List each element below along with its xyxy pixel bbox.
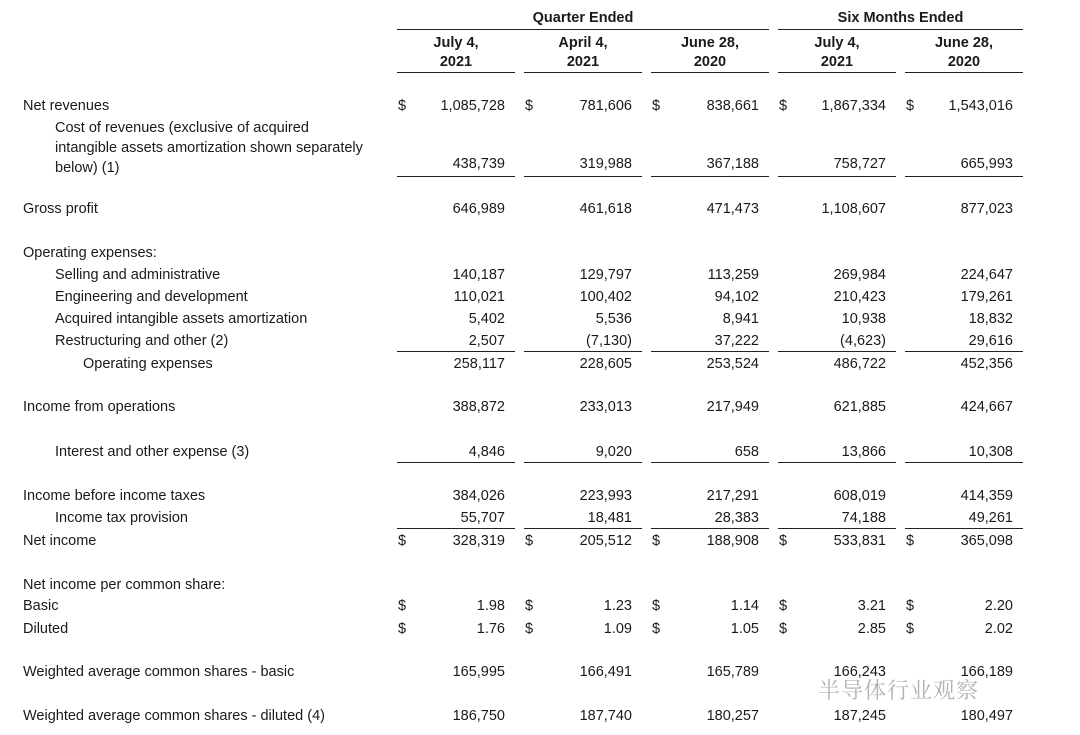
- currency-symbol: $: [906, 98, 915, 114]
- currency-symbol: $: [398, 598, 407, 614]
- cell-value: 18,832: [968, 311, 1013, 327]
- cell-value: 166,243: [833, 664, 886, 680]
- cell-value: 4,846: [468, 444, 505, 460]
- cell-value: 608,019: [833, 488, 886, 504]
- cell-value: 2.02: [984, 621, 1013, 637]
- cell-value: 188,908: [706, 533, 759, 549]
- cell-value: 8,941: [722, 311, 759, 327]
- cell-value: 533,831: [833, 533, 886, 549]
- column-header-line1: June 28,: [934, 35, 994, 51]
- row-label: Interest and other expense (3): [55, 444, 250, 460]
- currency-symbol: $: [398, 621, 407, 637]
- cell-value: 1,108,607: [821, 201, 886, 217]
- cell-value: 37,222: [714, 333, 759, 349]
- cell-value: 365,098: [960, 533, 1013, 549]
- cell-value: 1.09: [603, 621, 632, 637]
- row-label: Income before income taxes: [23, 488, 206, 504]
- cell-value: (7,130): [586, 333, 632, 349]
- cell-value: 210,423: [833, 289, 886, 305]
- cell-value: 414,359: [960, 488, 1013, 504]
- cell-value: 1,867,334: [821, 98, 886, 114]
- cell-value: (4,623): [840, 333, 886, 349]
- cell-value: 1.23: [603, 598, 632, 614]
- currency-symbol: $: [525, 533, 534, 549]
- cell-value: 1.05: [730, 621, 759, 637]
- currency-symbol: $: [652, 533, 661, 549]
- cell-value: 646,989: [452, 201, 505, 217]
- cell-value: 2,507: [468, 333, 505, 349]
- cell-value: 838,661: [706, 98, 759, 114]
- cell-value: 166,491: [579, 664, 632, 680]
- row-label: Cost of revenues (exclusive of acquired: [55, 120, 309, 136]
- cell-value: 49,261: [968, 510, 1013, 526]
- cell-value: 253,524: [706, 356, 759, 372]
- cell-value: 452,356: [960, 356, 1013, 372]
- subtotal-rule: [397, 528, 515, 529]
- cell-value: 3.21: [857, 598, 886, 614]
- cell-value: 113,259: [707, 267, 759, 283]
- cell-value: 269,984: [833, 267, 886, 283]
- subtotal-rule: [397, 351, 515, 352]
- row-label: Operating expenses: [83, 356, 213, 372]
- cell-value: 665,993: [960, 156, 1013, 172]
- cell-value: 233,013: [579, 399, 632, 415]
- subtotal-rule: [524, 176, 642, 177]
- cell-value: 129,797: [579, 267, 632, 283]
- subtotal-rule: [651, 462, 769, 463]
- subtotal-rule: [905, 351, 1023, 352]
- cell-value: 621,885: [833, 399, 886, 415]
- cell-value: 877,023: [960, 201, 1013, 217]
- row-label: Weighted average common shares - basic: [23, 664, 295, 680]
- cell-value: 29,616: [968, 333, 1013, 349]
- column-header-rule: [397, 72, 515, 73]
- column-header-line1: April 4,: [558, 35, 608, 51]
- row-label: Acquired intangible assets amortization: [55, 311, 308, 327]
- column-header-line2: 2021: [439, 54, 473, 70]
- subtotal-rule: [524, 351, 642, 352]
- cell-value: 388,872: [452, 399, 505, 415]
- cell-value: 187,740: [579, 708, 632, 724]
- subtotal-rule: [651, 351, 769, 352]
- cell-value: 1.76: [476, 621, 505, 637]
- currency-symbol: $: [398, 533, 407, 549]
- row-label: Net income: [23, 533, 97, 549]
- row-label: Operating expenses:: [23, 245, 157, 261]
- row-label: Net income per common share:: [23, 577, 226, 593]
- currency-symbol: $: [652, 621, 661, 637]
- column-header-line2: 2020: [947, 54, 981, 70]
- currency-symbol: $: [906, 533, 915, 549]
- currency-symbol: $: [525, 598, 534, 614]
- column-group-rule: [778, 29, 1023, 30]
- cell-value: 258,117: [453, 356, 505, 372]
- column-header-rule: [778, 72, 896, 73]
- currency-symbol: $: [906, 621, 915, 637]
- cell-value: 228,605: [579, 356, 632, 372]
- subtotal-rule: [778, 176, 896, 177]
- column-header-line1: July 4,: [814, 35, 860, 51]
- currency-symbol: $: [525, 621, 534, 637]
- subtotal-rule: [524, 528, 642, 529]
- cell-value: 438,739: [452, 156, 505, 172]
- cell-value: 13,866: [841, 444, 886, 460]
- cell-value: 217,291: [706, 488, 759, 504]
- column-header-line1: June 28,: [680, 35, 740, 51]
- column-header-line2: 2021: [820, 54, 854, 70]
- currency-symbol: $: [779, 533, 788, 549]
- column-group-header: Quarter Ended: [532, 10, 634, 26]
- row-label: below) (1): [55, 160, 120, 176]
- cell-value: 180,497: [960, 708, 1013, 724]
- cell-value: 5,536: [595, 311, 632, 327]
- cell-value: 328,319: [452, 533, 505, 549]
- cell-value: 2.85: [857, 621, 886, 637]
- subtotal-rule: [905, 176, 1023, 177]
- column-group-rule: [397, 29, 769, 30]
- cell-value: 217,949: [706, 399, 759, 415]
- column-header: [524, 34, 642, 72]
- cell-value: 9,020: [595, 444, 632, 460]
- cell-value: 166,189: [960, 664, 1013, 680]
- currency-symbol: $: [398, 98, 407, 114]
- currency-symbol: $: [906, 598, 915, 614]
- row-label: Weighted average common shares - diluted (4): [23, 708, 325, 724]
- cell-value: 224,647: [960, 267, 1013, 283]
- cell-value: 424,667: [960, 399, 1013, 415]
- row-label: Income from operations: [23, 399, 176, 415]
- cell-value: 486,722: [833, 356, 886, 372]
- cell-value: 205,512: [579, 533, 632, 549]
- cell-value: 165,789: [706, 664, 759, 680]
- cell-value: 10,308: [968, 444, 1013, 460]
- cell-value: 781,606: [579, 98, 632, 114]
- cell-value: 319,988: [579, 156, 632, 172]
- cell-value: 28,383: [714, 510, 759, 526]
- cell-value: 2.20: [984, 598, 1013, 614]
- cell-value: 1,543,016: [948, 98, 1013, 114]
- column-header-rule: [524, 72, 642, 73]
- cell-value: 758,727: [833, 156, 886, 172]
- cell-value: 18,481: [587, 510, 632, 526]
- row-label: intangible assets amortization shown separately: [55, 140, 363, 156]
- cell-value: 5,402: [468, 311, 505, 327]
- currency-symbol: $: [779, 621, 788, 637]
- currency-symbol: $: [525, 98, 534, 114]
- subtotal-rule: [778, 351, 896, 352]
- cell-value: 1,085,728: [440, 98, 505, 114]
- cell-value: 471,473: [706, 201, 759, 217]
- cell-value: 74,188: [841, 510, 886, 526]
- row-label: Gross profit: [23, 201, 98, 217]
- subtotal-rule: [651, 176, 769, 177]
- row-label: Net revenues: [23, 98, 110, 114]
- watermark: 半导体行业观察: [818, 679, 980, 704]
- column-header-rule: [651, 72, 769, 73]
- column-header: [778, 34, 896, 72]
- currency-symbol: $: [652, 98, 661, 114]
- column-group-header: Six Months Ended: [837, 10, 964, 26]
- row-label: Diluted: [23, 621, 69, 637]
- cell-value: 658: [734, 444, 759, 460]
- subtotal-rule: [778, 462, 896, 463]
- cell-value: 367,188: [706, 156, 759, 172]
- cell-value: 94,102: [714, 289, 759, 305]
- cell-value: 165,995: [452, 664, 505, 680]
- row-label: Engineering and development: [55, 289, 248, 305]
- cell-value: 223,993: [579, 488, 632, 504]
- subtotal-rule: [397, 462, 515, 463]
- cell-value: 10,938: [841, 311, 886, 327]
- column-header-line2: 2021: [566, 54, 600, 70]
- cell-value: 100,402: [579, 289, 632, 305]
- currency-symbol: $: [779, 598, 788, 614]
- cell-value: 186,750: [452, 708, 505, 724]
- subtotal-rule: [651, 528, 769, 529]
- subtotal-rule: [778, 528, 896, 529]
- column-header-line2: 2020: [693, 54, 727, 70]
- subtotal-rule: [397, 176, 515, 177]
- cell-value: 461,618: [579, 201, 632, 217]
- row-label: Selling and administrative: [55, 267, 221, 283]
- row-label: Income tax provision: [55, 510, 188, 526]
- cell-value: 1.14: [730, 598, 759, 614]
- row-label: Basic: [23, 598, 59, 614]
- cell-value: 180,257: [706, 708, 759, 724]
- cell-value: 110,021: [453, 289, 505, 305]
- row-label: Restructuring and other (2): [55, 333, 229, 349]
- subtotal-rule: [905, 462, 1023, 463]
- column-header: [651, 34, 769, 72]
- cell-value: 187,245: [833, 708, 886, 724]
- cell-value: 384,026: [452, 488, 505, 504]
- subtotal-rule: [905, 528, 1023, 529]
- cell-value: 1.98: [476, 598, 505, 614]
- cell-value: 140,187: [452, 267, 505, 283]
- column-header: [397, 34, 515, 72]
- currency-symbol: $: [652, 598, 661, 614]
- currency-symbol: $: [779, 98, 788, 114]
- column-header-rule: [905, 72, 1023, 73]
- cell-value: 179,261: [960, 289, 1013, 305]
- column-header: [905, 34, 1023, 72]
- subtotal-rule: [524, 462, 642, 463]
- column-header-line1: July 4,: [433, 35, 479, 51]
- cell-value: 55,707: [460, 510, 505, 526]
